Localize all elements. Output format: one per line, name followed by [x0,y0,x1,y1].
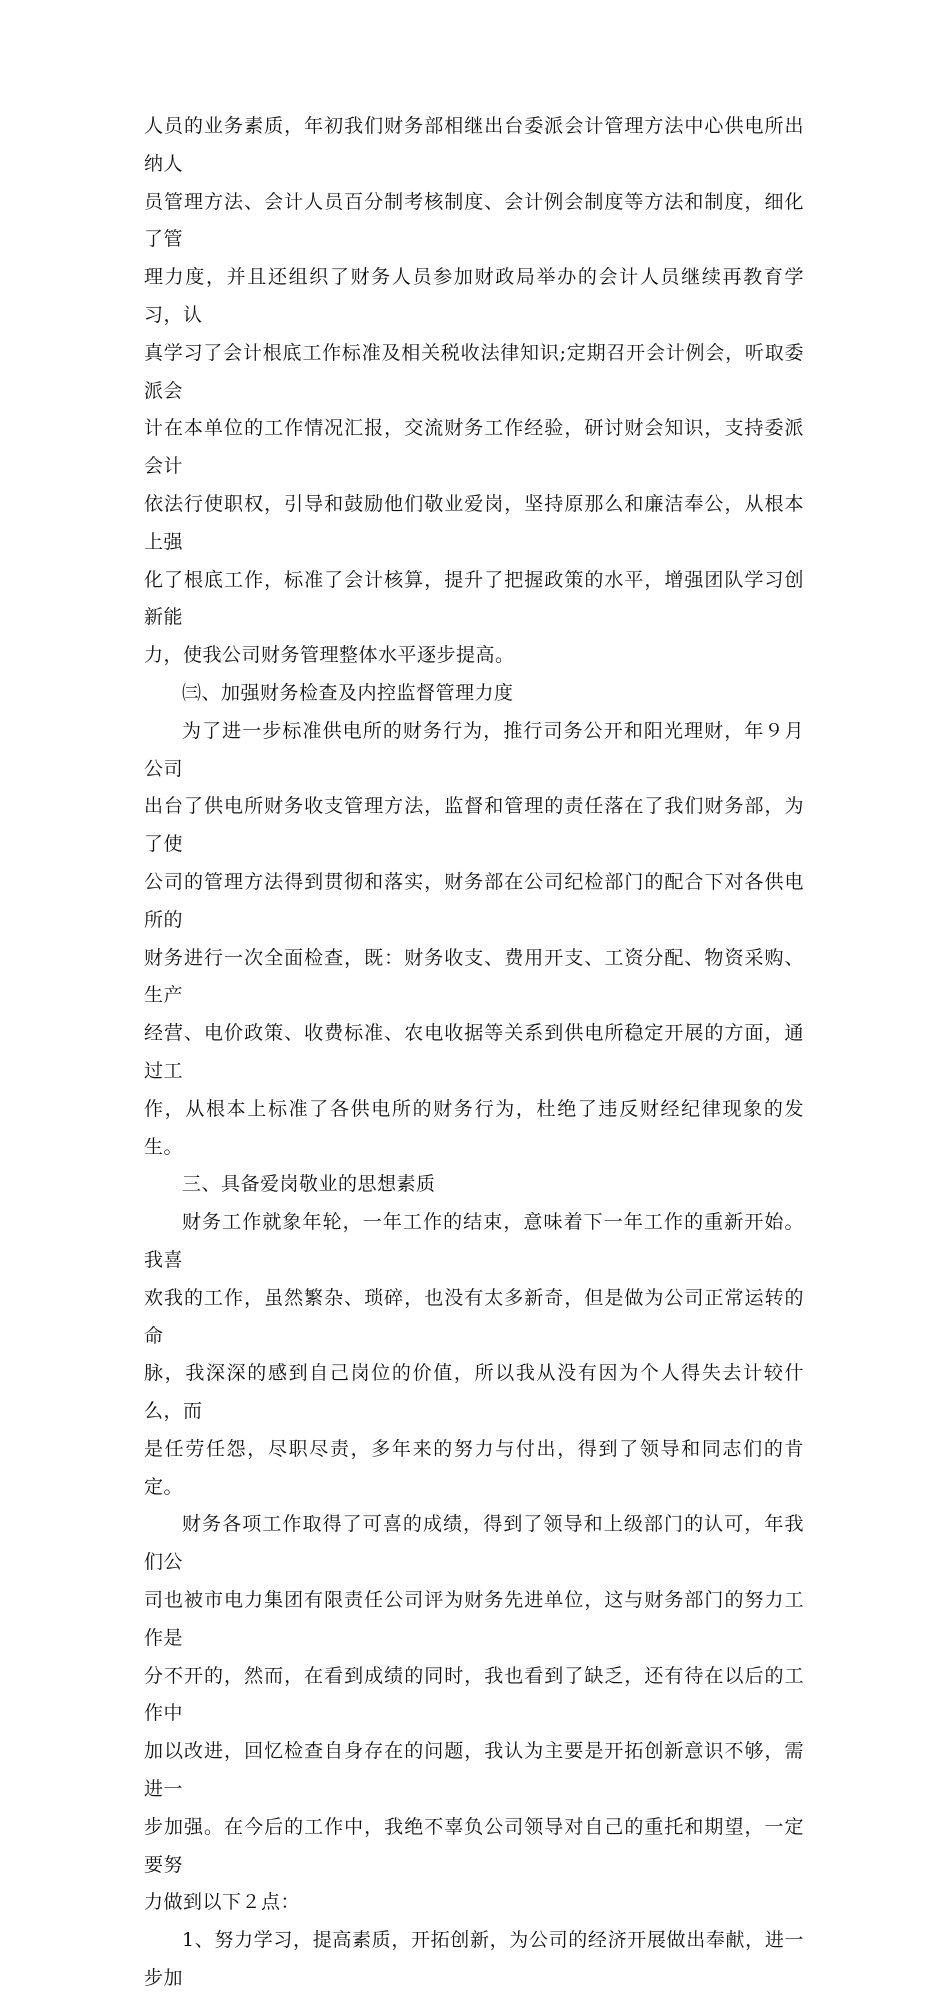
paragraph [144,1506,804,1922]
text-line: 人员的业务素质，年初我们财务部相继出台委派会计管理方法中心供电所出纳人 [144,115,804,175]
text-line: 1、努力学习，提高素质，开拓创新，为公司的经济开展做出奉献，进一步加 [144,1929,804,1990]
paragraph [144,675,804,713]
paragraph [144,1204,804,1506]
text-line: 理力度，并且还组织了财务人员参加财政局举办的会计人员继续再教育学习，认 [144,266,804,326]
paragraph [144,1166,804,1204]
text-line: 计在本单位的工作情况汇报，交流财务工作经验，研讨财会知识，支持委派会计 [144,417,804,478]
text-line: 分不开的，然而，在看到成绩的同时，我也看到了缺乏，还有待在以后的工作中 [144,1664,804,1725]
document-body [144,108,804,1998]
paragraph [144,1922,804,1998]
text-line: 加以改进，回忆检查自身存在的问题，我认为主要是开拓创新意识不够，需进一 [144,1740,804,1801]
text-line: ㈢、加强财务检查及内控监督管理力度 [182,681,514,704]
text-line: 出台了供电所财务收支管理方法，监督和管理的责任落在了我们财务部，为了使 [144,795,804,856]
text-line: 依法行使职权，引导和鼓励他们敬业爱岗，坚持原那么和廉洁奉公，从根本上强 [144,492,804,553]
text-line: 真学习了会计根底工作标准及相关税收法律知识;定期召开会计例会，听取委派会 [144,341,804,402]
text-line: 是任劳任怨，尽职尽责，多年来的努力与付出，得到了领导和同志们的肯定。 [144,1437,804,1498]
text-line: 力，使我公司财务管理整体水平逐步提高。 [144,644,515,667]
text-line: 员管理方法、会计人员百分制考核制度、会计例会制度等方法和制度，细化了管 [144,190,804,251]
text-line: 财务进行一次全面检查，既：财务收支、费用开支、工资分配、物资采购、生产 [144,946,804,1007]
text-line: 化了根底工作，标准了会计核算，提升了把握政策的水平，增强团队学习创新能 [144,568,804,629]
text-line: 作，从根本上标准了各供电所的财务行为，杜绝了违反财经纪律现象的发生。 [144,1097,804,1158]
text-line: 步加强。在今后的工作中，我绝不辜负公司领导对自己的重托和期望，一定要努 [144,1815,804,1876]
text-line: 为了进一步标准供电所的财务行为，推行司务公开和阳光理财，年９月公司 [144,719,804,780]
text-line: 三、具备爱岗敬业的思想素质 [182,1173,436,1196]
paragraph [144,713,804,1167]
text-line: 公司的管理方法得到贯彻和落实，财务部在公司纪检部门的配合下对各供电所的 [144,870,804,931]
text-line: 财务工作就象年轮，一年工作的结束，意味着下一年工作的重新开始。我喜 [144,1211,804,1271]
text-line: 力做到以下２点： [144,1891,301,1914]
text-line: 司也被市电力集团有限责任公司评为财务先进单位，这与财务部门的努力工作是 [144,1589,804,1649]
text-line: 财务各项工作取得了可喜的成绩，得到了领导和上级部门的认可，年我们公 [144,1513,804,1574]
text-line: 经营、电价政策、收费标准、农电收据等关系到供电所稳定开展的方面，通过工 [144,1022,804,1082]
paragraph [144,108,804,675]
text-line: 脉，我深深的感到自己岗位的价值，所以我从没有因为个人得失去计较什么，而 [144,1362,804,1423]
text-line: 欢我的工作，虽然繁杂、琐碎，也没有太多新奇，但是做为公司正常运转的命 [144,1286,804,1347]
